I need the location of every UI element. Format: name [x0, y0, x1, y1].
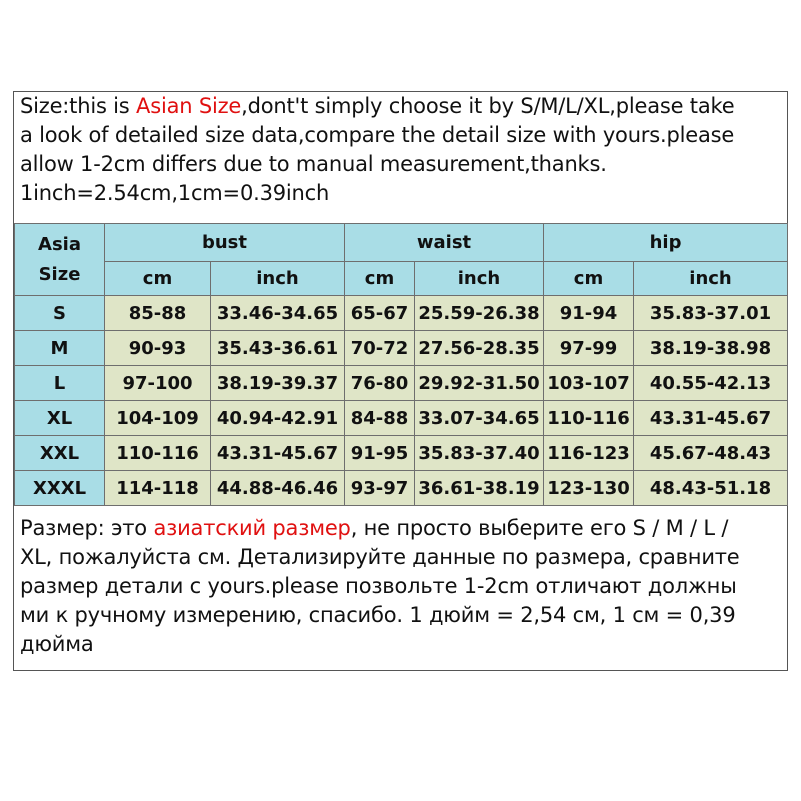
size-cell: 33.07-34.65 — [415, 401, 544, 436]
size-row — [15, 401, 788, 436]
size-cell: 114-118 — [105, 471, 211, 506]
unit-header: cm — [105, 262, 211, 296]
note-line — [20, 514, 740, 543]
size-label: XL — [15, 401, 105, 436]
size-cell: 103-107 — [544, 366, 634, 401]
size-cell: 38.19-38.98 — [634, 331, 788, 366]
size-cell: 70-72 — [345, 331, 415, 366]
bust-header: bust — [105, 224, 345, 262]
size-cell: 93-97 — [345, 471, 415, 506]
size-row — [15, 471, 788, 506]
size-cell: 27.56-28.35 — [415, 331, 544, 366]
note-text: , не просто выберите его S / M / L / — [350, 516, 729, 540]
size-cell: 110-116 — [544, 401, 634, 436]
size-cell: 91-95 — [345, 436, 415, 471]
unit-header: cm — [544, 262, 634, 296]
unit-header: inch — [634, 262, 788, 296]
size-table — [14, 223, 788, 506]
size-cell: 76-80 — [345, 366, 415, 401]
conversion-line: 1inch=2.54cm,1cm=0.39inch — [20, 181, 330, 205]
size-label: S — [15, 296, 105, 331]
note-line: дюйма — [20, 632, 94, 656]
size-cell: 65-67 — [345, 296, 415, 331]
size-note-english — [20, 92, 734, 208]
size-label: XXXL — [15, 471, 105, 506]
waist-header: waist — [345, 224, 544, 262]
size-cell: 38.19-39.37 — [211, 366, 345, 401]
size-note-russian — [20, 514, 740, 659]
size-cell: 35.83-37.40 — [415, 436, 544, 471]
asian-size-highlight: азиатский размер — [153, 516, 351, 540]
size-cell: 45.67-48.43 — [634, 436, 788, 471]
asia-size-header — [15, 224, 105, 296]
size-cell: 35.43-36.61 — [211, 331, 345, 366]
size-cell: 44.88-46.46 — [211, 471, 345, 506]
note-line — [20, 92, 734, 121]
unit-header: inch — [211, 262, 345, 296]
size-cell: 43.31-45.67 — [211, 436, 345, 471]
size-cell: 84-88 — [345, 401, 415, 436]
size-cell: 90-93 — [105, 331, 211, 366]
size-label: M — [15, 331, 105, 366]
size-table-body — [15, 296, 788, 506]
size-cell: 40.55-42.13 — [634, 366, 788, 401]
asian-size-highlight: Asian Size — [136, 94, 242, 118]
size-chart-frame — [13, 91, 788, 671]
size-cell: 91-94 — [544, 296, 634, 331]
unit-header: cm — [345, 262, 415, 296]
unit-header: inch — [415, 262, 544, 296]
size-row — [15, 296, 788, 331]
size-cell: 43.31-45.67 — [634, 401, 788, 436]
size-cell: 48.43-51.18 — [634, 471, 788, 506]
note-line: allow 1-2cm differs due to manual measurement,thanks. — [20, 152, 607, 176]
size-cell: 110-116 — [105, 436, 211, 471]
size-cell: 36.61-38.19 — [415, 471, 544, 506]
note-text: Размер: это — [20, 516, 154, 540]
note-line: ми к ручному измерению, спасибо. 1 дюйм = 2,54 см, 1 см = 0,39 — [20, 603, 736, 627]
size-row — [15, 331, 788, 366]
size-cell: 25.59-26.38 — [415, 296, 544, 331]
size-cell: 35.83-37.01 — [634, 296, 788, 331]
header-text: Size — [38, 263, 81, 285]
note-text: Size:this is — [20, 94, 137, 118]
size-cell: 33.46-34.65 — [211, 296, 345, 331]
note-line: размер детали с yours.please позвольте 1-2cm отличают должны — [20, 574, 737, 598]
note-line: XL, пожалуйста см. Детализируйте данные по размера, сравните — [20, 545, 740, 569]
size-cell: 97-100 — [105, 366, 211, 401]
size-label: L — [15, 366, 105, 401]
hip-header: hip — [544, 224, 788, 262]
size-cell: 40.94-42.91 — [211, 401, 345, 436]
header-row-units — [15, 262, 788, 296]
note-text: ,dont't simply choose it by S/M/L/XL,please take — [241, 94, 735, 118]
header-row-groups — [15, 224, 788, 262]
size-cell: 29.92-31.50 — [415, 366, 544, 401]
size-row — [15, 366, 788, 401]
size-cell: 116-123 — [544, 436, 634, 471]
size-label: XXL — [15, 436, 105, 471]
header-text: Asia — [38, 233, 81, 255]
size-cell: 104-109 — [105, 401, 211, 436]
size-cell: 85-88 — [105, 296, 211, 331]
size-row — [15, 436, 788, 471]
note-line: a look of detailed size data,compare the detail size with yours.please — [20, 123, 735, 147]
size-cell: 97-99 — [544, 331, 634, 366]
size-cell: 123-130 — [544, 471, 634, 506]
